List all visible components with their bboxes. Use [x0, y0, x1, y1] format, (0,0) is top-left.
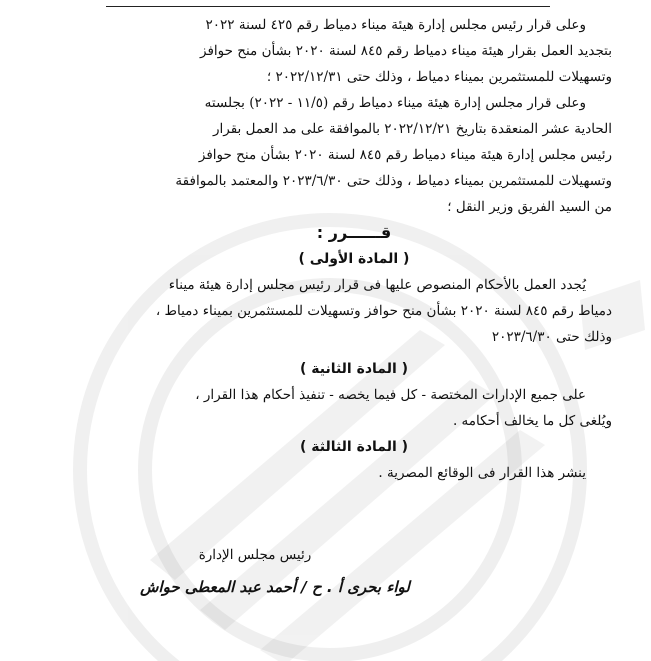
decision-heading: قــــــرر :: [316, 223, 392, 242]
preamble-paragraph-2: [96, 90, 612, 220]
article-3-heading: ( المادة الثالثة ): [299, 439, 409, 455]
text-line: ينشر هذا القرار فى الوقائع المصرية .: [378, 465, 586, 481]
text-line: بتجديد العمل بقرار هيئة ميناء دمياط رقم ٨٤٥ لسنة ٢٠٢٠ بشأن منح حوافز: [200, 43, 612, 59]
article-3-body: [96, 460, 612, 486]
text-line: وذلك حتى ٢٠٢٣/٦/٣٠: [491, 329, 612, 345]
text-line: وتسهيلات للمستثمرين بميناء دمياط ، وذلك حتى ٢٠٢٣/٦/٣٠ والمعتمد بالموافقة: [175, 173, 612, 189]
signature-name: لواء بحرى أ . ح / أحمد عبد المعطى حواش: [140, 578, 410, 596]
text-line: على جميع الإدارات المختصة - كل فيما يخصه - تنفيذ أحكام هذا القرار ،: [195, 387, 586, 403]
text-line: ويُلغى كل ما يخالف أحكامه .: [452, 413, 612, 429]
top-rule: [106, 6, 550, 7]
signature-title: رئيس مجلس الإدارة: [198, 547, 312, 563]
text-line: رئيس مجلس إدارة هيئة ميناء دمياط رقم ٨٤٥ لسنة ٢٠٢٠ بشأن منح حوافز: [198, 147, 612, 163]
text-line: وعلى قرار رئيس مجلس إدارة هيئة ميناء دمياط رقم ٤٢٥ لسنة ٢٠٢٢: [205, 17, 586, 33]
text-line: دمياط رقم ٨٤٥ لسنة ٢٠٢٠ بشأن منح حوافز وتسهيلات للمستثمرين بميناء دمياط ،: [155, 303, 612, 319]
text-line: وتسهيلات للمستثمرين بميناء دمياط ، وذلك حتى ٢٠٢٢/١٢/٣١ ؛: [266, 69, 612, 85]
article-1-body: [96, 272, 612, 350]
article-1-heading: ( المادة الأولى ): [298, 251, 410, 267]
preamble-paragraph-1: [96, 12, 612, 90]
document-body: [96, 12, 612, 486]
text-line: الحادية عشر المنعقدة بتاريخ ٢٠٢٢/١٢/٢١ بالموافقة على مد العمل بقرار: [213, 121, 612, 137]
text-line: يُجدد العمل بالأحكام المنصوص عليها فى قرار رئيس مجلس إدارة هيئة ميناء: [168, 277, 586, 293]
article-2-body: [96, 382, 612, 434]
text-line: من السيد الفريق وزير النقل ؛: [447, 199, 612, 215]
article-2-heading: ( المادة الثانية ): [299, 361, 409, 377]
text-line: وعلى قرار مجلس إدارة هيئة ميناء دمياط رقم (١١/٥ - ٢٠٢٢) بجلسته: [204, 95, 586, 111]
